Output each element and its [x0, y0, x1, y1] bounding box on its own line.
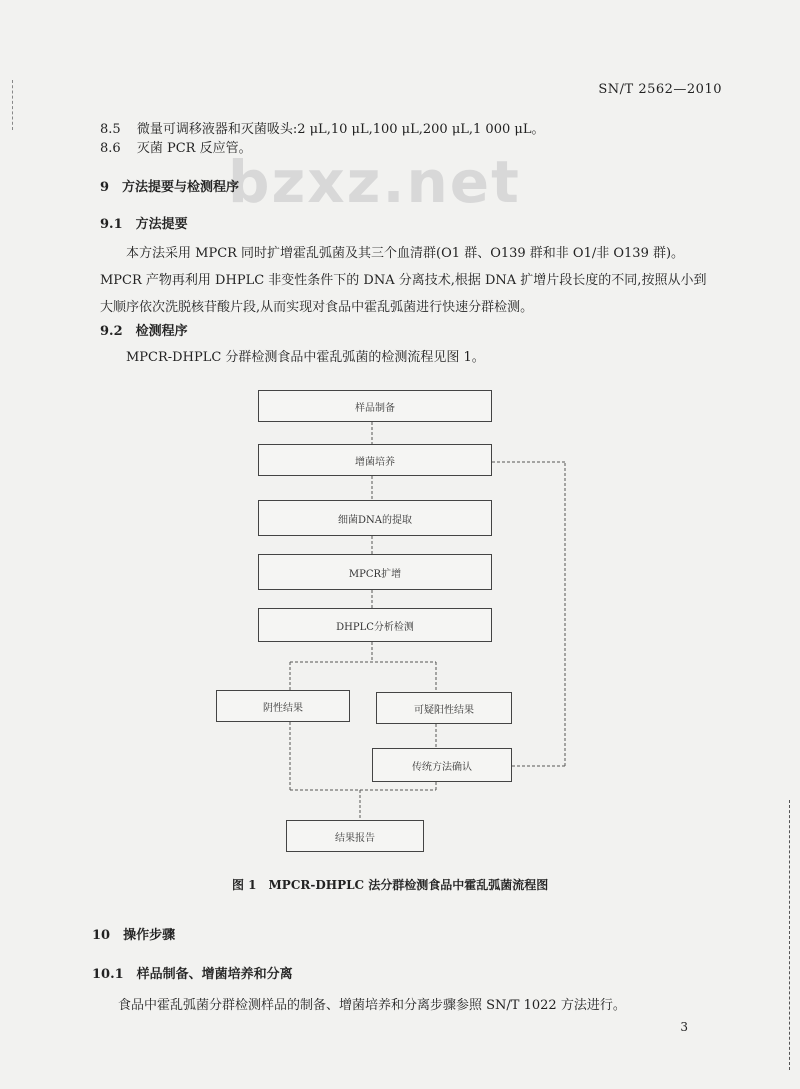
watermark: bzxz.net [228, 148, 521, 216]
section-9-title: 9 方法提要与检测程序 [100, 180, 240, 195]
page-number: 3 [680, 1020, 688, 1034]
section-9-2-title: 9.2 检测程序 [100, 324, 188, 339]
item-number: 8.6 [100, 141, 121, 156]
flow-box-dhplc: DHPLC分析检测 [258, 608, 492, 642]
flow-box-negative: 阴性结果 [216, 690, 350, 722]
section-10-1-paragraph: 食品中霍乱弧菌分群检测样品的制备、增菌培养和分离步骤参照 SN/T 1022 方法进行。 [118, 998, 626, 1013]
flow-box-sample-prep: 样品制备 [258, 390, 492, 422]
flow-box-result-report: 结果报告 [286, 820, 424, 852]
flow-box-mpcr: MPCR扩增 [258, 554, 492, 590]
flow-box-suspect-positive: 可疑阳性结果 [376, 692, 512, 724]
section-10-title: 10 操作步骤 [92, 928, 176, 943]
item-number: 8.5 [100, 122, 121, 137]
flow-box-enrichment: 增菌培养 [258, 444, 492, 476]
flow-box-dna-extraction: 细菌DNA的提取 [258, 500, 492, 536]
item-text: 灭菌 PCR 反应管。 [136, 141, 252, 156]
section-9-1-paragraph: 本方法采用 MPCR 同时扩增霍乱弧菌及其三个血清群(O1 群、O139 群和非 O1/非 O139 群)。MPCR 产物再利用 DHPLC 非变性条件下的 DNA 分离技术,根据 DNA 扩增片段长度的不同,按照从小到大顺序依次洗脱核苷酸片段,从而实现对食品中霍乱弧菌进行快速分群检测。 [100, 246, 707, 315]
item-text: 微量可调移液器和灭菌吸头:2 μL,10 μL,100 μL,200 μL,1 000 μL。 [136, 122, 545, 137]
standard-code: SN/T 2562—2010 [598, 82, 722, 97]
figure-caption: 图 1 MPCR-DHPLC 法分群检测食品中霍乱弧菌流程图 [232, 878, 549, 892]
flow-box-traditional-confirm: 传统方法确认 [372, 748, 512, 782]
section-9-2-paragraph: MPCR-DHPLC 分群检测食品中霍乱弧菌的检测流程见图 1。 [126, 350, 485, 365]
section-10-1-title: 10.1 样品制备、增菌培养和分离 [92, 967, 293, 982]
section-9-1-title: 9.1 方法提要 [100, 217, 188, 232]
scan-edge-mark [789, 800, 792, 1070]
